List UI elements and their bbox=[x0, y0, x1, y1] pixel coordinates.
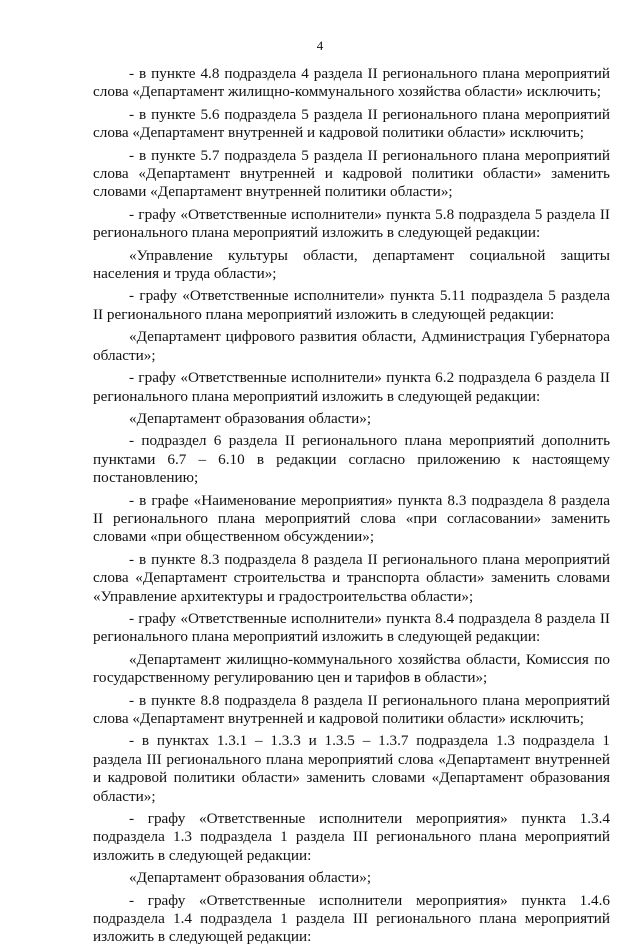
page-number: 4 bbox=[316, 38, 324, 53]
paragraph: - в графе «Наименование мероприятия» пункта 8.3 подраздела 8 раздела II регионального плана мероприятий слова «при согласовании» заменить словами «при общественном обсуждении»; bbox=[93, 491, 610, 546]
paragraph: «Управление культуры области, департамент социальной защиты населения и труда области»; bbox=[93, 246, 610, 283]
paragraph: - графу «Ответственные исполнители мероприятия» пункта 1.4.6 подраздела 1.4 подраздела 1 раздела III регионального плана мероприятий изложить в следующей редакции: bbox=[93, 891, 610, 946]
paragraph: «Департамент жилищно-коммунального хозяйства области, Комиссия по государственному регулированию цен и тарифов в области»; bbox=[93, 650, 610, 687]
paragraph: «Департамент цифрового развития области, Администрация Губернатора области»; bbox=[93, 328, 610, 364]
paragraph: «Департамент образования области»; bbox=[129, 409, 372, 427]
paragraph: - графу «Ответственные исполнители» пункта 8.4 подраздела 8 раздела II регионального плана мероприятий изложить в следующей редакции: bbox=[93, 609, 610, 646]
paragraph: - графу «Ответственные исполнители» пункта 5.11 подраздела 5 раздела II регионального плана мероприятий изложить в следующей редакции: bbox=[93, 287, 610, 323]
paragraph: - в пункте 4.8 подраздела 4 раздела II регионального плана мероприятий слова «Департамент жилищно-коммунального хозяйства области» исключить; bbox=[93, 65, 610, 101]
paragraph: - в пункте 8.8 подраздела 8 раздела II регионального плана мероприятий слова «Департамент внутренней и кадровой политики области» исключить; bbox=[93, 691, 610, 727]
document-body bbox=[93, 65, 610, 947]
paragraph: «Департамент образования области»; bbox=[129, 869, 372, 887]
paragraph: - в пунктах 1.3.1 – 1.3.3 и 1.3.5 – 1.3.7 подраздела 1.3 подраздела 1 раздела III регионального плана мероприятий слова «Департамент внутренней и кадровой политики области» заменить словами «Департамент образования области»; bbox=[93, 732, 610, 805]
paragraph: - графу «Ответственные исполнители мероприятия» пункта 1.3.4 подраздела 1.3 подраздела 1 раздела III регионального плана мероприятий изложить в следующей редакции: bbox=[93, 810, 610, 864]
paragraph: - в пункте 5.7 подраздела 5 раздела II регионального плана мероприятий слова «Департамент внутренней и кадровой политики области» заменить словами «Департамент внутренней политики области»; bbox=[93, 146, 610, 201]
paragraph: - графу «Ответственные исполнители» пункта 6.2 подраздела 6 раздела II регионального плана мероприятий изложить в следующей редакции: bbox=[93, 369, 610, 405]
paragraph: - в пункте 8.3 подраздела 8 раздела II регионального плана мероприятий слова «Департамент строительства и транспорта области» заменить словами «Управление архитектуры и градостроительства области»; bbox=[93, 550, 610, 605]
paragraph: - подраздел 6 раздела II регионального плана мероприятий дополнить пунктами 6.7 – 6.10 в редакции согласно приложению к настоящему постановлению; bbox=[93, 432, 610, 487]
paragraph: - в пункте 5.6 подраздела 5 раздела II регионального плана мероприятий слова «Департамент внутренней и кадровой политики области» исключить; bbox=[93, 105, 610, 142]
paragraph: - графу «Ответственные исполнители» пункта 5.8 подраздела 5 раздела II регионального плана мероприятий изложить в следующей редакции: bbox=[93, 205, 610, 242]
